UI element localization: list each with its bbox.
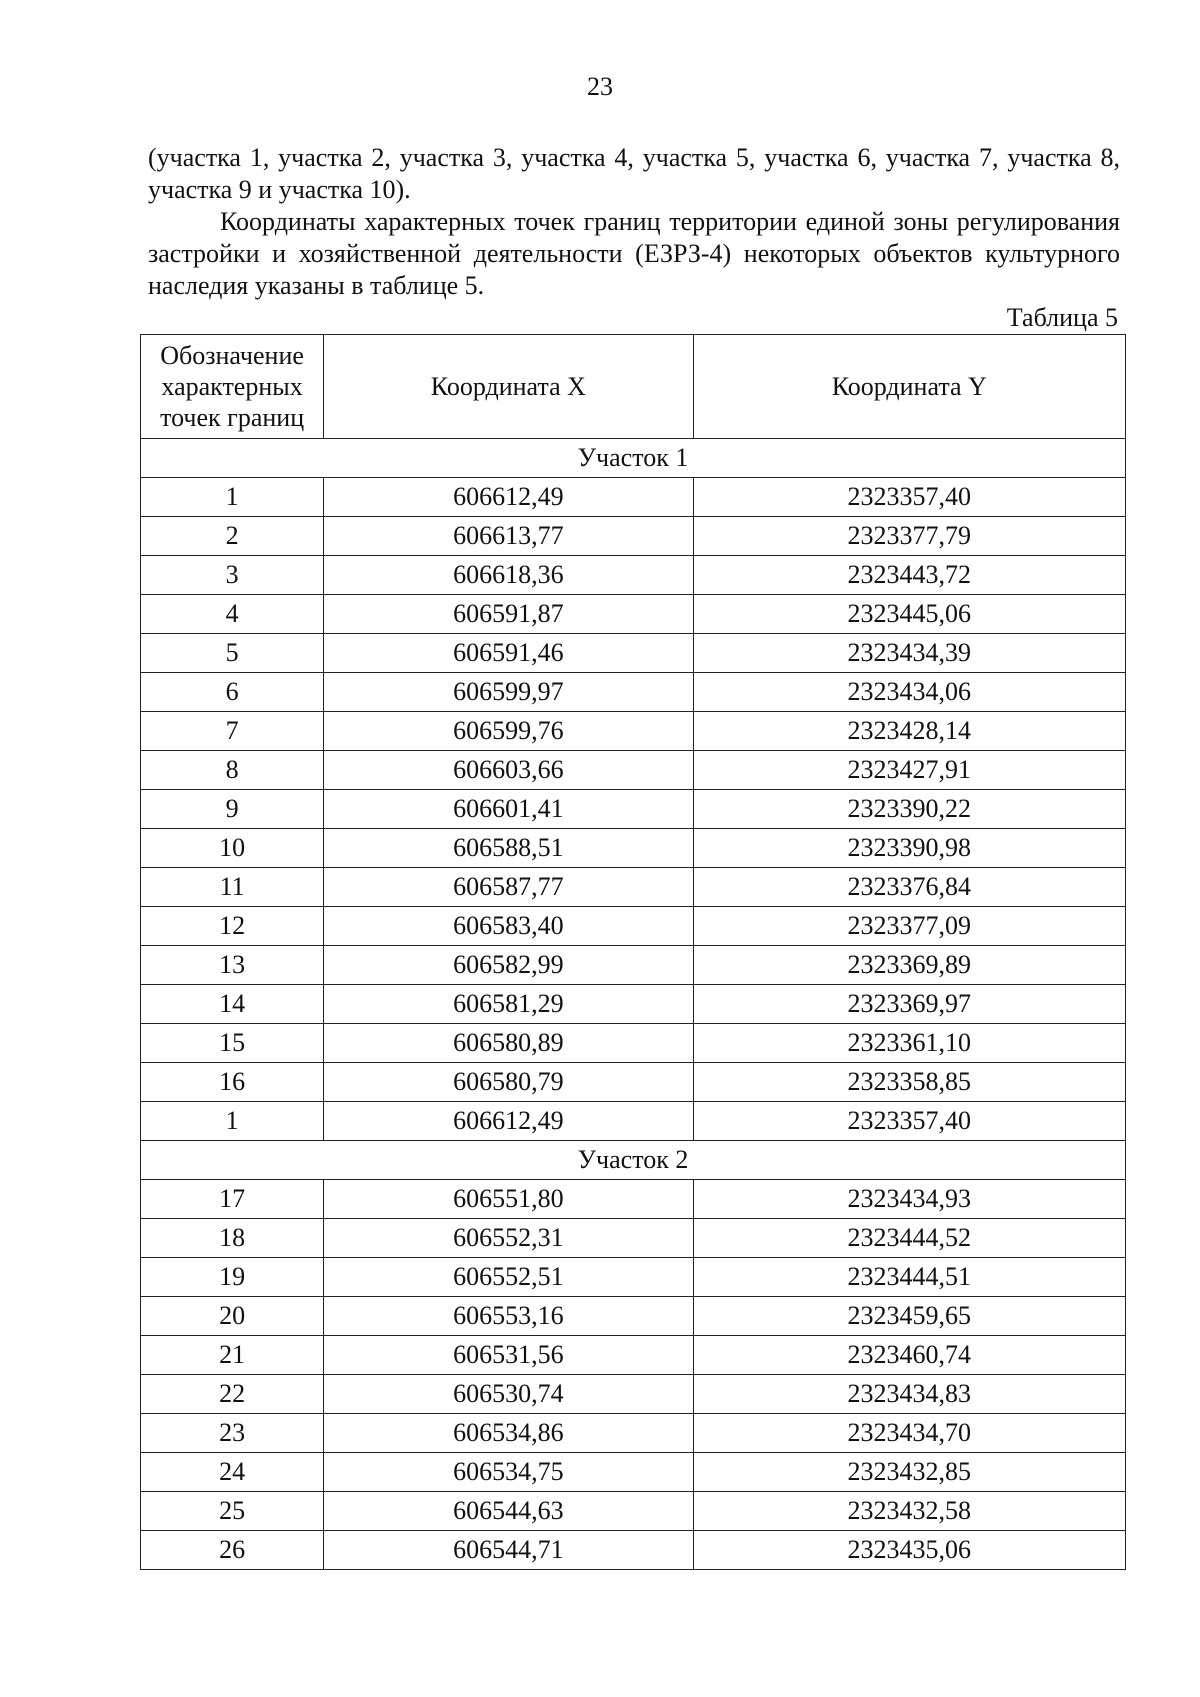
section-row (141, 439, 1126, 478)
y-coordinate-cell: 2323445,06 (693, 595, 1125, 634)
table-row (141, 556, 1126, 595)
y-coordinate-cell: 2323428,14 (693, 712, 1125, 751)
point-cell: 23 (141, 1414, 324, 1453)
table-row (141, 1219, 1126, 1258)
x-coordinate-cell: 606583,40 (324, 907, 693, 946)
point-cell: 6 (141, 673, 324, 712)
x-coordinate-cell: 606588,51 (324, 829, 693, 868)
table-row (141, 1492, 1126, 1531)
coordinates-table (140, 334, 1126, 1570)
table-row (141, 517, 1126, 556)
point-cell: 14 (141, 985, 324, 1024)
y-coordinate-cell: 2323369,89 (693, 946, 1125, 985)
point-cell: 24 (141, 1453, 324, 1492)
table-row (141, 595, 1126, 634)
table-row (141, 712, 1126, 751)
header-x: Координата X (324, 335, 693, 439)
point-cell: 19 (141, 1258, 324, 1297)
point-cell: 4 (141, 595, 324, 634)
x-coordinate-cell: 606581,29 (324, 985, 693, 1024)
point-cell: 18 (141, 1219, 324, 1258)
table-row (141, 1024, 1126, 1063)
y-coordinate-cell: 2323357,40 (693, 478, 1125, 517)
y-coordinate-cell: 2323434,83 (693, 1375, 1125, 1414)
point-cell: 25 (141, 1492, 324, 1531)
table-row (141, 751, 1126, 790)
point-cell: 16 (141, 1063, 324, 1102)
y-coordinate-cell: 2323427,91 (693, 751, 1125, 790)
point-cell: 1 (141, 1102, 324, 1141)
y-coordinate-cell: 2323460,74 (693, 1336, 1125, 1375)
y-coordinate-cell: 2323444,51 (693, 1258, 1125, 1297)
y-coordinate-cell: 2323390,22 (693, 790, 1125, 829)
header-y: Координата Y (693, 335, 1125, 439)
x-coordinate-cell: 606580,79 (324, 1063, 693, 1102)
table-row (141, 1063, 1126, 1102)
table-row (141, 1180, 1126, 1219)
y-coordinate-cell: 2323432,58 (693, 1492, 1125, 1531)
x-coordinate-cell: 606534,86 (324, 1414, 693, 1453)
y-coordinate-cell: 2323434,39 (693, 634, 1125, 673)
table-header-row (141, 335, 1126, 439)
y-coordinate-cell: 2323443,72 (693, 556, 1125, 595)
table-row (141, 634, 1126, 673)
y-coordinate-cell: 2323459,65 (693, 1297, 1125, 1336)
point-cell: 7 (141, 712, 324, 751)
y-coordinate-cell: 2323432,85 (693, 1453, 1125, 1492)
x-coordinate-cell: 606582,99 (324, 946, 693, 985)
x-coordinate-cell: 606531,56 (324, 1336, 693, 1375)
point-cell: 17 (141, 1180, 324, 1219)
point-cell: 9 (141, 790, 324, 829)
y-coordinate-cell: 2323377,09 (693, 907, 1125, 946)
table-row (141, 985, 1126, 1024)
point-cell: 21 (141, 1336, 324, 1375)
y-coordinate-cell: 2323357,40 (693, 1102, 1125, 1141)
y-coordinate-cell: 2323434,93 (693, 1180, 1125, 1219)
point-cell: 5 (141, 634, 324, 673)
y-coordinate-cell: 2323377,79 (693, 517, 1125, 556)
table-row (141, 829, 1126, 868)
x-coordinate-cell: 606552,31 (324, 1219, 693, 1258)
point-cell: 20 (141, 1297, 324, 1336)
x-coordinate-cell: 606544,71 (324, 1531, 693, 1570)
point-cell: 13 (141, 946, 324, 985)
x-coordinate-cell: 606591,87 (324, 595, 693, 634)
table-row (141, 946, 1126, 985)
x-coordinate-cell: 606587,77 (324, 868, 693, 907)
section-title: Участок 1 (141, 439, 1126, 478)
point-cell: 2 (141, 517, 324, 556)
point-cell: 8 (141, 751, 324, 790)
point-cell: 1 (141, 478, 324, 517)
table-row (141, 1102, 1126, 1141)
x-coordinate-cell: 606612,49 (324, 478, 693, 517)
y-coordinate-cell: 2323390,98 (693, 829, 1125, 868)
table-row (141, 868, 1126, 907)
table-row (141, 478, 1126, 517)
point-cell: 11 (141, 868, 324, 907)
x-coordinate-cell: 606580,89 (324, 1024, 693, 1063)
point-cell: 26 (141, 1531, 324, 1570)
point-cell: 3 (141, 556, 324, 595)
x-coordinate-cell: 606552,51 (324, 1258, 693, 1297)
x-coordinate-cell: 606591,46 (324, 634, 693, 673)
x-coordinate-cell: 606553,16 (324, 1297, 693, 1336)
page-number: 23 (587, 72, 613, 101)
table-row (141, 1336, 1126, 1375)
table-row (141, 790, 1126, 829)
x-coordinate-cell: 606603,66 (324, 751, 693, 790)
x-coordinate-cell: 606534,75 (324, 1453, 693, 1492)
y-coordinate-cell: 2323358,85 (693, 1063, 1125, 1102)
intro-paragraph: (участка 1, участка 2, участка 3, участка 4, участка 5, участка 6, участка 7, участка 8, участка 9 и участка 10). (148, 143, 1120, 204)
y-coordinate-cell: 2323434,70 (693, 1414, 1125, 1453)
table-row (141, 1414, 1126, 1453)
y-coordinate-cell: 2323434,06 (693, 673, 1125, 712)
table-row (141, 1453, 1126, 1492)
y-coordinate-cell: 2323361,10 (693, 1024, 1125, 1063)
y-coordinate-cell: 2323435,06 (693, 1531, 1125, 1570)
x-coordinate-cell: 606599,97 (324, 673, 693, 712)
x-coordinate-cell: 606530,74 (324, 1375, 693, 1414)
point-cell: 22 (141, 1375, 324, 1414)
x-coordinate-cell: 606551,80 (324, 1180, 693, 1219)
x-coordinate-cell: 606544,63 (324, 1492, 693, 1531)
y-coordinate-cell: 2323369,97 (693, 985, 1125, 1024)
coordinates-paragraph: Координаты характерных точек границ территории единой зоны регулирования застройки и хозяйственной деятельности (ЕЗРЗ-4) некоторых объектов культурного наследия указаны в таблице 5. (148, 207, 1120, 300)
x-coordinate-cell: 606618,36 (324, 556, 693, 595)
table-row (141, 1531, 1126, 1570)
table-row (141, 673, 1126, 712)
point-cell: 15 (141, 1024, 324, 1063)
section-row (141, 1141, 1126, 1180)
y-coordinate-cell: 2323376,84 (693, 868, 1125, 907)
table-row (141, 1375, 1126, 1414)
x-coordinate-cell: 606612,49 (324, 1102, 693, 1141)
table-caption: Таблица 5 (1006, 303, 1118, 332)
point-cell: 12 (141, 907, 324, 946)
point-cell: 10 (141, 829, 324, 868)
x-coordinate-cell: 606599,76 (324, 712, 693, 751)
table-row (141, 1297, 1126, 1336)
header-point: Обозначение характерных точек границ (141, 335, 324, 439)
table-row (141, 1258, 1126, 1297)
table-row (141, 907, 1126, 946)
y-coordinate-cell: 2323444,52 (693, 1219, 1125, 1258)
x-coordinate-cell: 606601,41 (324, 790, 693, 829)
table-body (141, 439, 1126, 1570)
section-title: Участок 2 (141, 1141, 1126, 1180)
x-coordinate-cell: 606613,77 (324, 517, 693, 556)
